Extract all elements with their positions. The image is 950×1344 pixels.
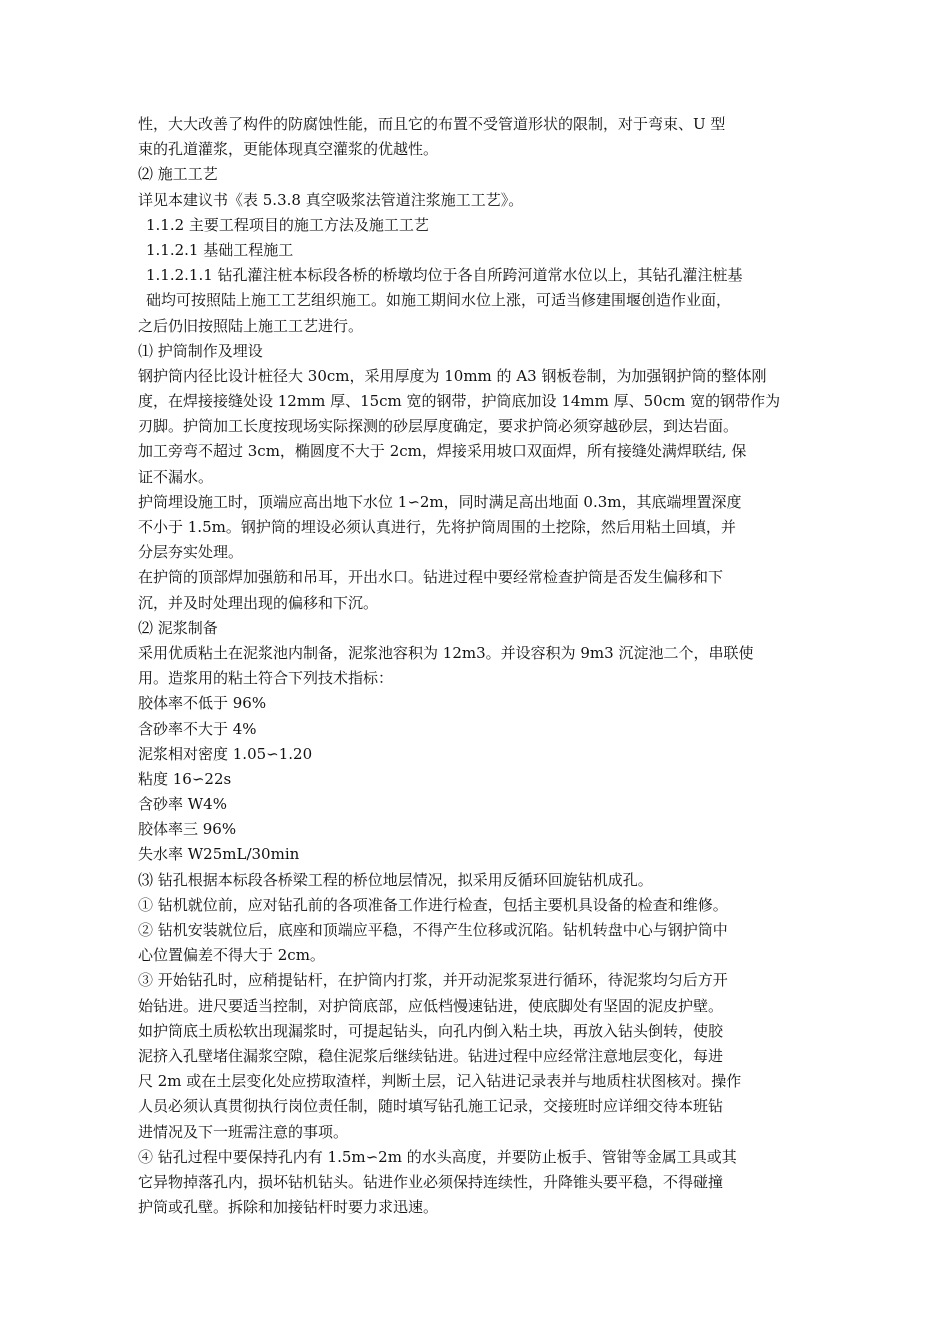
text-line: 在护筒的顶部焊加强筋和吊耳，开出水口。钻进过程中要经常检查护筒是否发生偏移和下: [138, 568, 724, 587]
section-heading: ⑵ 泥浆制备: [138, 618, 218, 637]
spec-item: 胶体率不低于 96%: [138, 694, 267, 713]
section-heading: 1.1.2 主要工程项目的施工方法及施工工艺: [146, 215, 429, 234]
text-line: 护筒埋设施工时，顶端应高出地下水位 1∽2m，同时满足高出地面 0.3m，其底端埋置深度: [138, 492, 742, 511]
text-line: 钢护筒内径比设计桩径大 30cm，采用厚度为 10mm 的 A3 钢板卷制，为加强钢护筒的整体刚: [138, 366, 767, 385]
text-line: ② 钻机安装就位后，底座和顶端应平稳，不得产生位移或沉陷。钻机转盘中心与钢护筒中: [138, 921, 728, 939]
text-line: 刃脚。护筒加工长度按现场实际探测的砂层厚度确定，要求护筒必须穿越砂层，到达岩面。: [138, 417, 739, 436]
text-line: 度，在焊接接缝处设 12mm 厚、15cm 宽的钢带，护筒底加设 14mm 厚、50cm 宽的钢带作为: [138, 392, 781, 411]
text-line: ① 钻机就位前，应对钻孔前的各项准备工作进行检查，包括主要机具设备的检查和维修。: [138, 895, 728, 914]
spec-item: 泥浆相对密度 1.05∽1.20: [138, 744, 313, 763]
text-line: 加工旁弯不超过 3cm，椭圆度不大于 2cm，焊接采用坡口双面焊，所有接缝处满焊联结, 保: [138, 442, 747, 461]
text-line: 证不漏水。: [138, 467, 214, 486]
section-heading: ⑶ 钻孔根据本标段各桥梁工程的桥位地层情况，拟采用反循环回旋钻机成孔。: [138, 870, 653, 889]
text-line: 不小于 1.5m。钢护筒的埋设必须认真进行，先将护筒周围的土挖除，然后用粘土回填，并: [138, 518, 736, 536]
text-line: 采用优质粘土在泥浆池内制备，泥浆池容积为 12m3。并设容积为 9m3 沉淀池二个，串联使: [138, 643, 754, 662]
text-line: 心位置偏差不得大于 2cm。: [138, 946, 325, 965]
text-line: 始钻进。进尺要适当控制，对护筒底部，应低档慢速钻进，使底脚处有坚固的泥皮护壁。: [138, 996, 724, 1015]
text-line: 用。造浆用的粘土符合下列技术指标：: [138, 669, 394, 688]
text-line: ④ 钻孔过程中要保持孔内有 1.5m∽2m 的水头高度，并要防止板手、管钳等金属工具或其: [138, 1147, 737, 1166]
text-line: 性，大大改善了构件的防腐蚀性能，而且它的布置不受管道形状的限制，对于弯束、U 型: [138, 115, 726, 133]
text-line: 束的孔道灌浆，更能体现真空灌浆的优越性。: [138, 140, 439, 159]
text-line: 分层夯实处理。: [138, 543, 244, 562]
text-line: 泥挤入孔壁堵住漏浆空隙，稳住泥浆后继续钻进。钻进过程中应经常注意地层变化，每进: [138, 1046, 724, 1065]
text-line: 尺 2m 或在土层变化处应捞取渣样，判断土层，记入钻进记录表并与地质柱状图核对。操作: [138, 1072, 742, 1091]
spec-item: 含砂率不大于 4%: [138, 719, 257, 738]
text-line: 之后仍旧按照陆上施工工艺进行。: [138, 316, 364, 335]
section-heading: 1.1.2.1 基础工程施工: [146, 240, 294, 259]
text-line: 沉，并及时处理出现的偏移和下沉。: [138, 593, 379, 612]
text-line: 1.1.2.1.1 钻孔灌注桩本标段各桥的桥墩均位于各自所跨河道常水位以上，其钻孔灌注桩基: [146, 266, 743, 285]
spec-item: 失水率 W25mL/30min: [138, 845, 300, 864]
text-line: 础均可按照陆上施工工艺组织施工。如施工期间水位上涨，可适当修建围堰创造作业面，: [146, 291, 732, 310]
spec-item: 粘度 16∽22s: [138, 769, 232, 788]
text-line: 人员必须认真贯彻执行岗位责任制，随时填写钻孔施工记录，交接班时应详细交待本班钻: [138, 1097, 724, 1116]
text-line: 如护筒底土质松软出现漏浆时，可提起钻头，向孔内倒入粘土块，再放入钻头倒转，使胶: [138, 1021, 724, 1040]
section-heading: ⑴ 护筒制作及埋设: [138, 341, 263, 360]
text-line: 它异物掉落孔内，损坏钻机钻头。钻进作业必须保持连续性，升降锥头要平稳，不得碰撞: [138, 1172, 724, 1191]
section-heading: ⑵ 施工工艺: [138, 165, 218, 184]
text-line: 详见本建议书《表 5.3.8 真空吸浆法管道注浆施工工艺》。: [138, 190, 524, 209]
spec-item: 含砂率 W4%: [138, 795, 227, 814]
document-body: [138, 112, 828, 1220]
text-line: ③ 开始钻孔时，应稍提钻杆，在护筒内打浆，并开动泥浆泵进行循环，待泥浆均匀后方开: [138, 971, 728, 990]
text-line: 进情况及下一班需注意的事项。: [138, 1122, 349, 1141]
spec-item: 胶体率三 96%: [138, 820, 237, 839]
text-line: 护筒或孔壁。拆除和加接钻杆时要力求迅速。: [138, 1198, 439, 1217]
